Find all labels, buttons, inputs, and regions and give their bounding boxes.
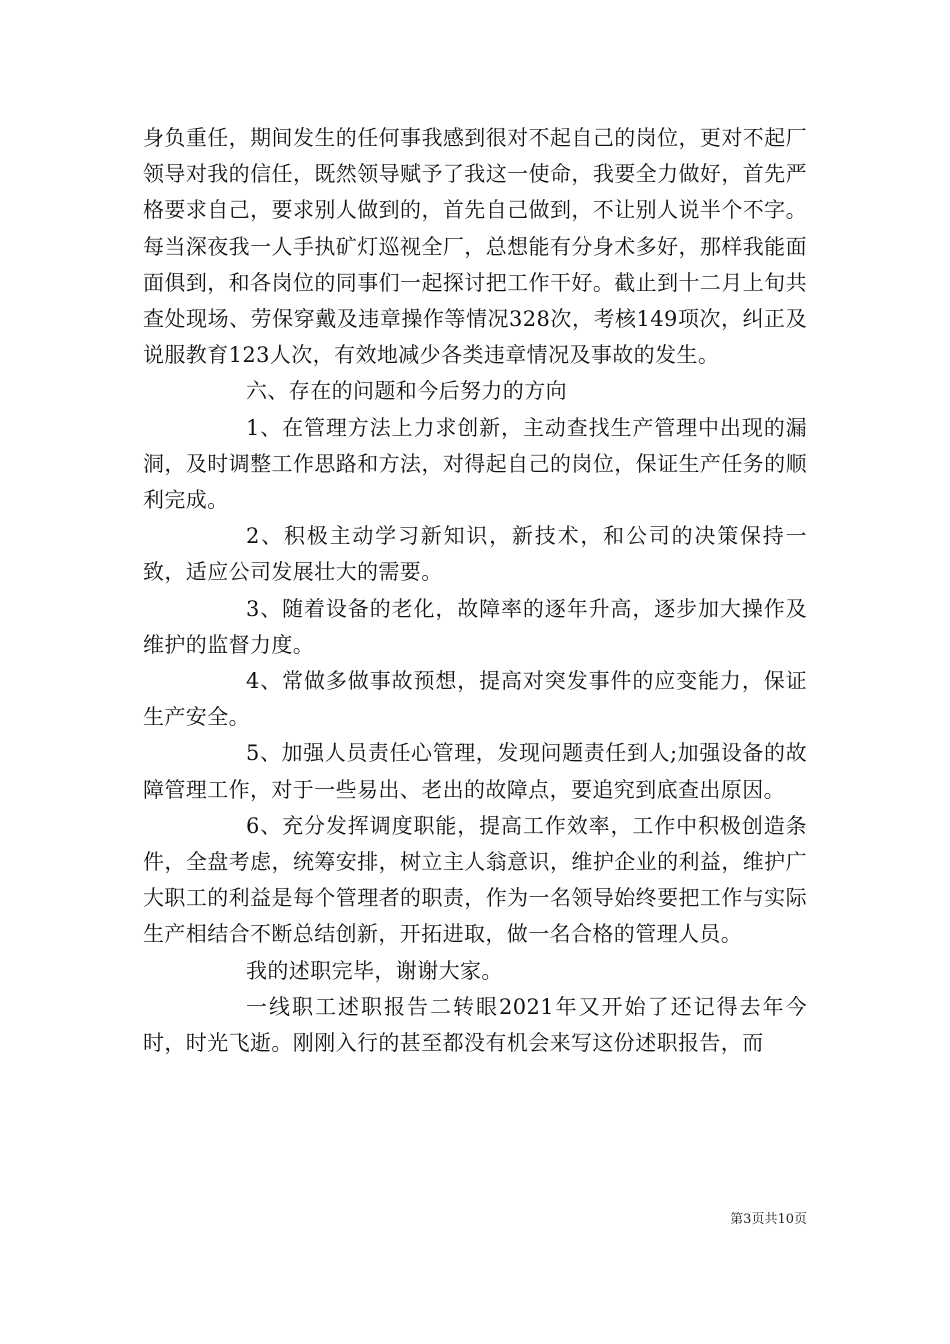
list-item-4: 4、常做多做事故预想，提高对突发事件的应变能力，保证生产安全。 (143, 669, 807, 730)
section-heading-problems: 六、存在的问题和今后努力的方向 (246, 379, 567, 404)
page-number: 第3页共10页 (730, 1212, 807, 1227)
list-item-2: 2、积极主动学习新知识，新技术，和公司的决策保持一致，适应公司发展壮大的需要。 (143, 524, 807, 585)
closing-remark: 我的述职完毕，谢谢大家。 (246, 958, 503, 983)
list-item-5: 5、加强人员责任心管理，发现问题责任到人;加强设备的故障管理工作，对于一些易出、老出的故障点，要追究到底查出原因。 (143, 741, 807, 802)
list-item-1: 1、在管理方法上力求创新，主动查找生产管理中出现的漏洞，及时调整工作思路和方法，对得起自己的岗位，保证生产任务的顺利完成。 (143, 415, 807, 513)
list-item-6: 6、充分发挥调度职能，提高工作效率，工作中积极创造条件，全盘考虑，统筹安排，树立主人翁意识，维护企业的利益，维护广大职工的利益是每个管理者的职责，作为一名领导始终要把工作与实际生产相结合不断总结创新，开拓进取，做一名合格的管理人员。 (143, 813, 807, 947)
document-body (143, 120, 807, 1061)
paragraph-report-two-intro: 一线职工述职报告二转眼2021年又开始了还记得去年今时，时光飞逝。刚刚入行的甚至都没有机会来写这份述职报告，而 (143, 994, 807, 1056)
list-item-3: 3、随着设备的老化，故障率的逐年升高，逐步加大操作及维护的监督力度。 (143, 596, 807, 657)
paragraph-safety-duty: 身负重任，期间发生的任何事我感到很对不起自己的岗位，更对不起厂领导对我的信任，既然领导赋予了我这一使命，我要全力做好，首先严格要求自己，要求别人做到的，首先自己做到，不让别人说半个不字。每当深夜我一人手执矿灯巡视全厂，总想能有分身术多好，那样我能面面俱到，和各岗位的同事们一起探讨把工作干好。截止到十二月上旬共查处现场、劳保穿戴及违章操作等情况328次，考核149项次，纠正及说服教育123人次，有效地减少各类违章情况及事故的发生。 (143, 126, 807, 368)
